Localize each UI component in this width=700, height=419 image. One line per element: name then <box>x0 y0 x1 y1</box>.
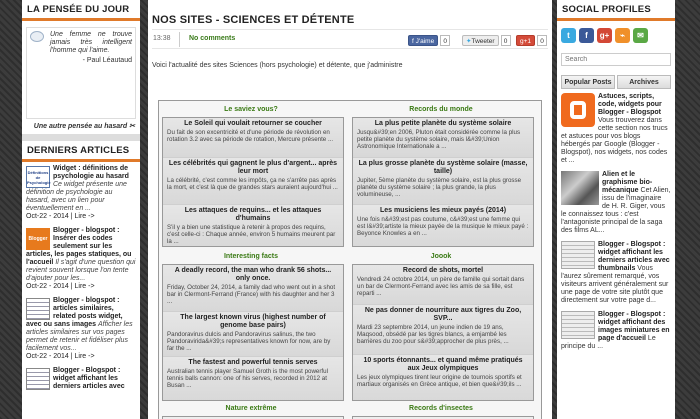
entry-text: Jusqu&#39;en 2006, Pluton était considérée comme la plus petite planète du système solaire, mais l&#39;Union Astronomique Internationale a ... <box>357 129 521 150</box>
section-title: Interesting facts <box>223 253 279 260</box>
article-date[interactable]: Oct-22 - 2014 | Lire -> <box>26 353 95 360</box>
feed-card-saviez-vous <box>162 117 344 247</box>
feed-card-joook <box>352 264 534 401</box>
quote-bubble-icon <box>30 31 44 42</box>
recent-article[interactable] <box>22 224 140 294</box>
feed-entry[interactable] <box>353 305 533 355</box>
feed-entry[interactable] <box>353 355 533 401</box>
entry-text: Du fait de son excentricité et d'une période de révolution en rotation 3.2 avec sa période de rotation, Mercure présente ... <box>167 129 334 143</box>
quote-text: Une femme ne trouve jamais très intelligent l'homme qui l'aime. <box>50 31 132 54</box>
feed-entry[interactable] <box>163 205 343 247</box>
article-date[interactable]: Oct-22 - 2014 | Lire -> <box>26 283 95 290</box>
feed-entry[interactable] <box>163 158 343 205</box>
entry-title[interactable]: The fastest and powerful tennis serves <box>188 359 318 366</box>
email-icon[interactable]: ✉ <box>633 28 648 43</box>
google-plus-share[interactable] <box>516 35 547 47</box>
tweet-button[interactable]: ✦Tweeter <box>462 35 499 46</box>
popular-post-title[interactable]: Astuces, scripts, code, widgets pour Blogger - Blogspot <box>598 93 662 116</box>
entry-text: Friday, October 24, 2014, a family dad who went out in a shot bar in Clermont-Ferrand (France) with his daughter and her 3 ... <box>167 284 336 305</box>
article-title[interactable]: Blogger - blogspot : Insérer des codes seulement sur les articles, les pages statiques, ou l'accueil <box>26 227 132 266</box>
comments-link[interactable]: No comments <box>189 35 236 42</box>
entry-title[interactable]: La plus grosse planète du système solaire (masse, taille) <box>358 160 528 175</box>
rss-icon[interactable]: ⌁ <box>615 28 630 43</box>
tweet-count: 0 <box>501 35 511 46</box>
popular-post-thumbnail <box>561 171 599 205</box>
article-excerpt: Ce widget présente une définition de psychologie au hasard, avec un lien pour éventuellement en ... <box>26 181 127 212</box>
feed-entry[interactable] <box>163 265 343 312</box>
facebook-icon: f <box>412 38 414 45</box>
google-plus-count: 0 <box>537 35 547 46</box>
entry-title[interactable]: The largest known virus (highest number of genome base pairs) <box>180 314 326 329</box>
article-excerpt: Afficher les articles similaires sur vos pages permet de retenir et fidéliser plus facilement vos... <box>26 321 133 352</box>
main-content <box>148 0 552 419</box>
feed-entry[interactable] <box>163 312 343 357</box>
article-thumbnail: Blogger <box>26 228 50 250</box>
alien-image <box>561 171 599 205</box>
article-title[interactable]: Blogger - blogspot : articles similaires, related posts widget, avec ou sans images <box>26 297 123 328</box>
post-meta <box>152 29 548 49</box>
entry-text: La célébrité, c'est comme les impôts, ça ne s'arrête pas après la mort, et c'est là que de grandes stars auraient aujourd'hui ... <box>167 177 338 191</box>
post-time: 13:38 <box>153 35 171 42</box>
entry-title[interactable]: Ne pas donner de nourriture aux tigres du Zoo, SVP... <box>364 307 522 322</box>
feed-entry[interactable] <box>163 357 343 401</box>
article-title[interactable]: Blogger - Blogspot : widget affichant les derniers articles avec <box>53 367 125 390</box>
social-icons <box>557 21 675 43</box>
popular-post[interactable] <box>557 167 675 237</box>
popular-post[interactable] <box>557 89 675 167</box>
article-thumbnail <box>26 298 50 320</box>
feed-card-interesting-facts <box>162 264 344 401</box>
popular-post-title[interactable]: Blogger - Blogspot : widget affichant les derniers articles avec thumbnails <box>598 241 670 272</box>
popular-post-title[interactable]: Blogger - Blogspot : widget affichant des images miniatures en page d'accueil <box>598 311 670 342</box>
pensee-widget-title: LA PENSÉE DU JOUR <box>22 0 140 21</box>
divider <box>22 134 140 141</box>
entry-text: Les jeux olympiques tirent leur origine de tournois sportifs et martiaux organisés en Grèce antique, et bien que&#39;ils ... <box>357 374 522 388</box>
twitter-bird-icon: ✦ <box>466 38 472 45</box>
post-intro: Voici l'actualité des sites Sciences (hors psychologie) et détente, que j'administre <box>152 62 403 69</box>
entry-title[interactable]: Les attaques de requins... et les attaques d'humains <box>184 207 322 222</box>
popular-post-thumbnail <box>561 311 595 339</box>
section-title: Joook <box>430 253 452 260</box>
popular-post-excerpt: Cet Alien, issu de l'imaginaire de H. R. Giger, vous le connaissez tous : c'est l'antagoniste principal de la saga des films AL... <box>561 187 671 234</box>
google-plus-icon[interactable]: g+ <box>597 28 612 43</box>
facebook-like-share[interactable] <box>408 35 450 47</box>
search-input[interactable] <box>561 53 671 66</box>
recent-article[interactable] <box>22 162 140 224</box>
entry-text: S'il y a bien une statistique à retenir à propos des requins, c'est celle-ci : Chaque année, environ 5 humains meurent par la ... <box>167 224 336 245</box>
entry-title[interactable]: La plus petite planète du système solaire <box>374 120 512 127</box>
screenshot-thumbnail <box>561 241 595 269</box>
section-title: Le saviez vous? <box>224 106 278 113</box>
feed-entry[interactable] <box>353 118 533 158</box>
sites-feed-frame <box>158 100 542 419</box>
section-title: Nature extrême <box>225 405 277 412</box>
article-excerpt: Il s'agit d'une question qui revient souvent lorsque l'on tente d'ajouter pour les... <box>26 259 136 282</box>
section-title: Records d'insectes <box>409 405 473 412</box>
entry-title[interactable]: Les musiciens les mieux payés (2014) <box>379 207 507 214</box>
blogger-logo-icon <box>561 93 595 127</box>
tab-popular-posts[interactable]: Popular Posts <box>561 75 615 89</box>
popular-post[interactable] <box>557 307 675 353</box>
article-thumbnail: Définitions de Psychologie <box>26 166 50 188</box>
facebook-like-count: 0 <box>440 35 450 46</box>
entry-text: Pandoravirus dulcis and Pandoravirus salinus, the two Pandoravirida&#39;s representatives known for now, are by far the ... <box>167 331 331 352</box>
feed-entry[interactable] <box>163 118 343 158</box>
facebook-icon[interactable]: f <box>579 28 594 43</box>
entry-text: Australian tennis player Samuel Groth is the most powerful tennis balls cannon: one of his serves, recorded in 2012 at Busan ... <box>167 368 328 389</box>
entry-text: Mardi 23 septembre 2014, un jeune indien de 19 ans, Maqsood, obsédé par les tigres blancs, a emjambé les barrières du zoo pour s&#39;approcher de plus près, ... <box>357 324 509 345</box>
article-date[interactable]: Oct-22 - 2014 | Lire -> <box>26 213 95 220</box>
entry-title[interactable]: Les célébrités qui gagnent le plus d'argent... après leur mort <box>168 160 338 175</box>
popular-tabs <box>561 75 671 89</box>
popular-post-excerpt: Le principe du ... <box>561 335 656 350</box>
entry-text: Vendredi 24 octobre 2014, un père de famille qui sortait dans un bar de Clermont-Ferrand avec les amis de sa fille, est reparti ... <box>357 276 525 297</box>
right-sidebar <box>557 0 675 419</box>
twitter-icon[interactable]: t <box>561 28 576 43</box>
popular-post-excerpt: Vous l'aurez sûrement remarqué, vos visiteurs arrivent généralement sur une page de votre site plutôt que directement sur votre page d... <box>561 265 669 304</box>
scissors-icon: ✂ <box>129 123 135 130</box>
google-plus-button[interactable]: g+1 <box>516 35 535 46</box>
entry-title[interactable]: 10 sports étonnants... et quand même pratiqués aux Jeux olympiques <box>363 357 523 372</box>
tweet-share[interactable] <box>462 35 511 47</box>
entry-text: Une fois n&#39;est pas coutume, c&#39;est une femme qui est l&#39;artiste la mieux payée de la musique le mieux payé : Beyonce Knowles a en ... <box>357 216 529 237</box>
article-title[interactable]: Widget : définitions de psychologie au hasard <box>53 165 129 180</box>
feed-entry[interactable] <box>353 158 533 205</box>
post-title[interactable]: NOS SITES - SCIENCES ET DÉTENTE <box>152 14 355 26</box>
entry-title[interactable]: Le Soleil qui voulait retourner se coucher <box>184 120 322 127</box>
quote-box <box>26 27 136 119</box>
popular-post-excerpt: Vous trouverez dans cette section nos trucs et astuces pour vos blogs hébergés par Google (Blogger - Blogspot), nos widgets, nos codes et ... <box>561 117 668 164</box>
article-thumbnail <box>26 368 50 390</box>
entry-text: Jupiter, 5ème planète du système solaire, est la plus grosse planète du système solaire ; la plus grande, la plus volumineuse, ... <box>357 177 522 198</box>
popular-post-thumbnail <box>561 241 595 269</box>
social-widget-title: SOCIAL PROFILES <box>557 0 675 21</box>
recent-article[interactable] <box>22 364 140 394</box>
popular-post-thumbnail <box>561 93 595 127</box>
entry-title[interactable]: A deadly record, the man who drank 56 shots... only once. <box>174 267 332 282</box>
feed-card-records-du-monde <box>352 117 534 247</box>
recent-article[interactable] <box>22 294 140 364</box>
quote-author: - Paul Léautaud <box>82 57 132 64</box>
popular-post-title[interactable]: Alien et le graphisme bio-mécanique <box>602 171 653 194</box>
divider <box>179 32 180 47</box>
facebook-like-button[interactable]: f J'aime <box>408 35 438 46</box>
entry-title[interactable]: Record de shots, mortel <box>402 267 484 274</box>
tab-archives[interactable]: Archives <box>617 75 671 89</box>
feed-entry[interactable] <box>353 205 533 247</box>
feed-entry[interactable] <box>353 265 533 305</box>
section-title: Records du monde <box>409 106 473 113</box>
random-quote-link[interactable]: Une autre pensée au hasard ✂ <box>33 123 135 130</box>
screenshot-thumbnail <box>561 311 595 339</box>
popular-post[interactable] <box>557 237 675 307</box>
articles-widget-title: DERNIERS ARTICLES <box>22 141 140 162</box>
left-sidebar <box>22 0 140 419</box>
